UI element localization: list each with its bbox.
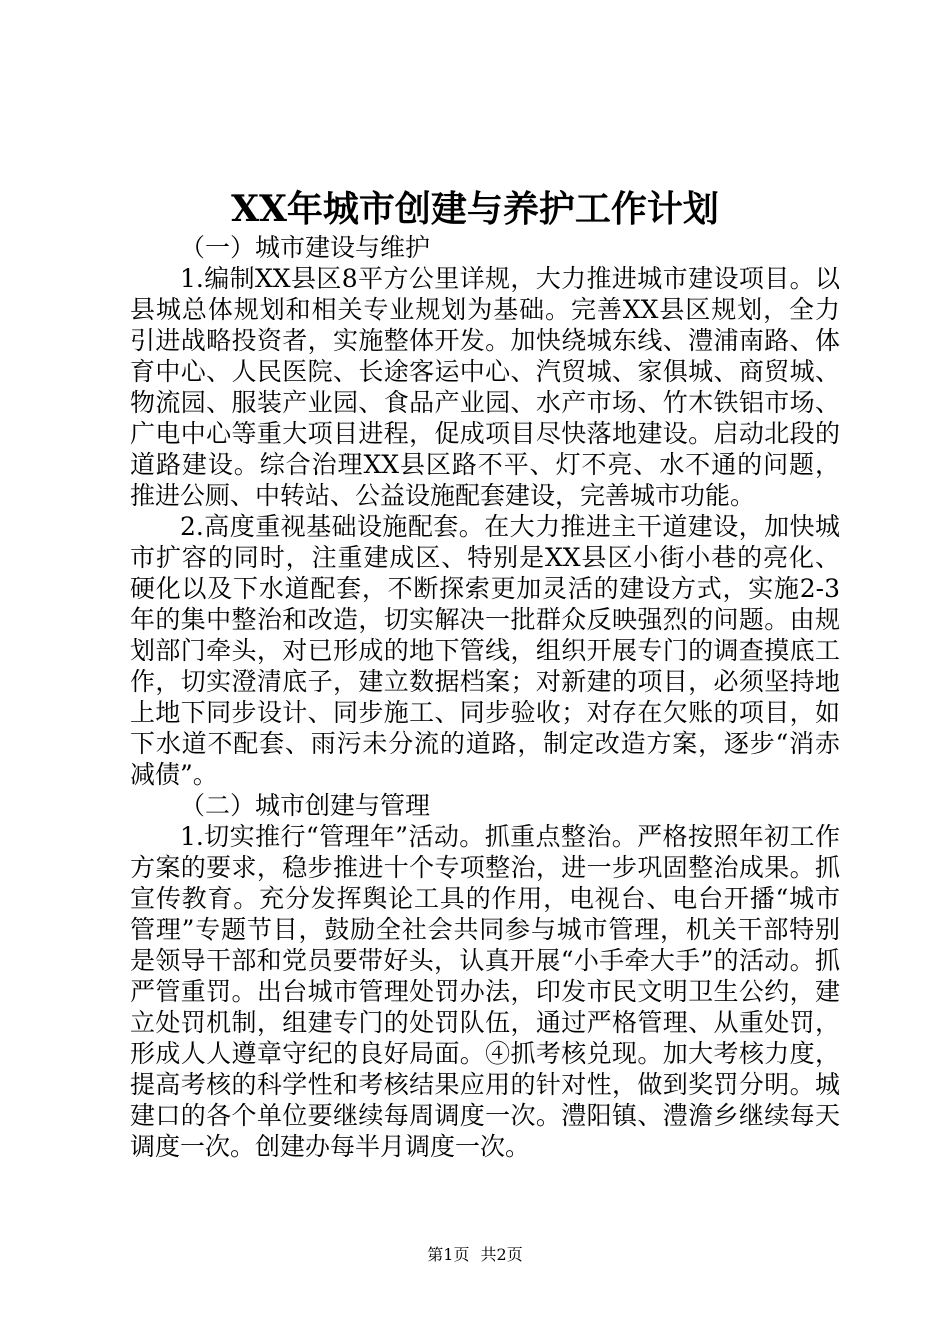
document-body [130,232,840,1162]
page-footer [0,1244,950,1266]
section-heading: （二）城市创建与管理 [180,791,431,820]
paragraph: 1.切实推行“管理年”活动。抓重点整治。严格按照年初工作方案的要求，稳步推进十个专项整治，进一步巩固整治成果。抓宣传教育。充分发挥舆论工具的作用，电视台、电台开播“城市管理”专题节目，鼓励全社会共同参与城市管理，机关干部特别是领导干部和党员要带好头，认真开展“小手牵大手”的活动。抓严管重罚。出台城市管理处罚办法，印发市民文明卫生公约，建立处罚机制，组建专门的处罚队伍，通过严格管理、从重处罚，形成人人遵章守纪的良好局面。④抓考核兑现。加大考核力度，提高考核的科学性和考核结果应用的针对性，做到奖罚分明。城建口的各个单位要继续每周调度一次。澧阳镇、澧澹乡继续每天调度一次。创建办每半月调度一次。 [130,822,840,1161]
page-number-current: 第1页 [427,1245,470,1264]
paragraph: 1.编制XX县区8平方公里详规，大力推进城市建设项目。以县城总体规划和相关专业规划为基础。完善XX县区规划，全力引进战略投资者，实施整体开发。加快绕城东线、澧浦南路、体育中心、人民医院、长途客运中心、汽贸城、家俱城、商贸城、物流园、服装产业园、食品产业园、水产市场、竹木铁铝市场、广电中心等重大项目进程，促成项目尽快落地建设。启动北段的道路建设。综合治理XX县区路不平、灯不亮、水不通的问题，推进公厕、中转站、公益设施配套建设，完善城市功能。 [130,264,840,510]
section-heading: （一）城市建设与维护 [180,233,431,262]
paragraph: 2.高度重视基础设施配套。在大力推进主干道建设，加快城市扩容的同时，注重建成区、特别是XX县区小街小巷的亮化、硬化以及下水道配套，不断探索更加灵活的建设方式，实施2-3年的集中整治和改造，切实解决一批群众反映强烈的问题。由规划部门牵头，对已形成的地下管线，组织开展专门的调查摸底工作，切实澄清底子，建立数据档案；对新建的项目，必须坚持地上地下同步设计、同步施工、同步验收；对存在欠账的项目，如下水道不配套、雨污未分流的道路，制定改造方案，逐步“消赤减债”。 [130,512,840,789]
document-title: XX年城市创建与养护工作计划 [231,188,719,230]
page-number-total: 共2页 [480,1245,523,1264]
